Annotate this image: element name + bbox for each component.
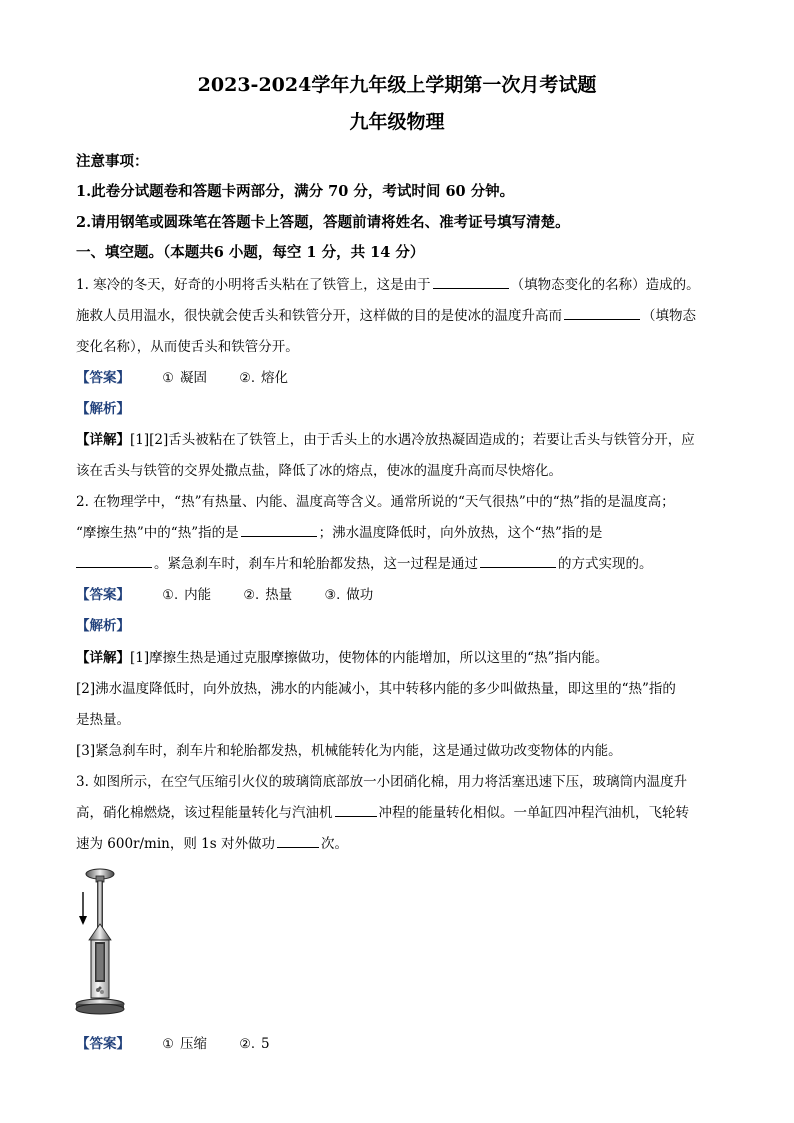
page-title: 2023-2024学年九年级上学期第一次月考试题 <box>197 74 597 96</box>
answer-blank <box>335 804 377 817</box>
q2-detail-4: [3]紧急刹车时，刹车片和轮胎都发热，机械能转化为内能，这是通过做功改变物体的内能。 <box>76 743 622 759</box>
q1-text-1b: （填物态变化的名称）造成的。 <box>510 277 700 293</box>
answer-mark: ①. <box>162 588 179 603</box>
answer-value: 热量 <box>265 587 293 603</box>
q1-text-2b: （填物态 <box>642 308 696 324</box>
page-subtitle: 九年级物理 <box>349 111 445 133</box>
q2-line-1: 2. 在物理学中，“热”有热量、内能、温度高等含义。通常所说的“天气很热”中的“热”指的是温度高； <box>76 494 675 510</box>
answer-mark: ① <box>162 1037 174 1052</box>
answer-blank <box>277 835 319 848</box>
q1-text-2a: 施救人员用温水，很快就会使舌头和铁管分开，这样做的目的是使冰的温度升高而 <box>76 308 562 324</box>
q2-line-3 <box>76 552 726 572</box>
q2-text-3b: 的方式实现的。 <box>558 556 653 572</box>
answer-mark: ③. <box>324 588 341 603</box>
answer-mark: ②. <box>239 371 256 386</box>
detail-tag: 【详解】 <box>76 650 130 666</box>
answer-value: 凝固 <box>179 370 207 386</box>
detail-text: [1][2]舌头被粘在了铁管上，由于舌头上的水遇冷放热凝固造成的；若要让舌头与铁管分开，应 <box>130 432 695 448</box>
answer-blank <box>76 555 152 568</box>
q1-line-2 <box>76 304 726 324</box>
section-heading: 一、填空题。（本题共6 小题，每空 1 分，共 14 分） <box>76 244 425 261</box>
answer-value: 压缩 <box>179 1036 207 1052</box>
notes-item-1: 1.此卷分试题卷和答题卡两部分，满分 70 分，考试时间 60 分钟。 <box>76 183 515 200</box>
q2-analysis <box>76 614 726 634</box>
detail-tag: 【详解】 <box>76 432 130 448</box>
q3-answer <box>76 1032 726 1052</box>
q2-text-3a: 。紧急刹车时，刹车片和轮胎都发热，这一过程是通过 <box>154 556 478 572</box>
q1-answer <box>76 366 726 386</box>
q1-line-1 <box>76 273 726 293</box>
q3-line-2 <box>76 801 726 821</box>
answer-tag: 【答案】 <box>76 1036 130 1052</box>
q2-text-2b: ；沸水温度降低时，向外放热，这个“热”指的是 <box>318 525 603 541</box>
compression-igniter-figure <box>72 868 128 1016</box>
q1-line-3: 变化名称），从而使舌头和铁管分开。 <box>76 339 299 355</box>
answer-mark: ②. <box>243 588 260 603</box>
answer-tag: 【答案】 <box>76 370 130 386</box>
q2-detail-1 <box>76 646 726 666</box>
q1-detail-2: 该在舌头与铁管的交界处撒点盐，降低了冰的熔点，使冰的温度升高而尽快熔化。 <box>76 463 562 479</box>
answer-blank <box>433 276 509 289</box>
q3-text-3b: 次。 <box>320 836 348 852</box>
answer-mark: ① <box>162 371 174 386</box>
answer-blank <box>480 555 556 568</box>
analysis-tag: 【解析】 <box>76 401 130 417</box>
notes-item-2: 2.请用钢笔或圆珠笔在答题卡上答题，答题前请将姓名、准考证号填写清楚。 <box>76 214 570 231</box>
q3-line-1: 3. 如图所示，在空气压缩引火仪的玻璃筒底部放一小团硝化棉，用力将活塞迅速下压，玻璃筒内温度升 <box>76 774 688 790</box>
answer-value: 5 <box>261 1036 270 1052</box>
q1-analysis <box>76 397 726 417</box>
q2-answer <box>76 583 726 603</box>
q2-line-2 <box>76 521 726 541</box>
q2-text-2a: “摩擦生热”中的“热”指的是 <box>76 525 239 541</box>
detail-text: [1]摩擦生热是通过克服摩擦做功，使物体的内能增加，所以这里的“热”指内能。 <box>130 650 609 666</box>
q1-detail-1 <box>76 428 726 448</box>
answer-blank <box>241 524 317 537</box>
q2-detail-2: [2]沸水温度降低时，向外放热，沸水的内能减小，其中转移内能的多少叫做热量，即这里的“热”指的 <box>76 681 676 697</box>
answer-mark: ②. <box>239 1037 256 1052</box>
q3-text-2a: 高，硝化棉燃烧，该过程能量转化与汽油机 <box>76 805 333 821</box>
q3-line-3 <box>76 832 726 852</box>
analysis-tag: 【解析】 <box>76 618 130 634</box>
q2-detail-3: 是热量。 <box>76 712 130 728</box>
answer-value: 熔化 <box>261 370 289 386</box>
q3-text-3a: 速为 600r/min，则 1s 对外做功 <box>76 836 275 852</box>
notes-heading: 注意事项： <box>76 153 149 170</box>
answer-value: 内能 <box>184 587 212 603</box>
answer-blank <box>564 307 640 320</box>
q1-text-1a: 1. 寒冷的冬天，好奇的小明将舌头粘在了铁管上，这是由于 <box>76 277 431 293</box>
q3-text-2b: 冲程的能量转化相似。一单缸四冲程汽油机，飞轮转 <box>378 805 689 821</box>
answer-tag: 【答案】 <box>76 587 130 603</box>
answer-value: 做功 <box>346 587 374 603</box>
